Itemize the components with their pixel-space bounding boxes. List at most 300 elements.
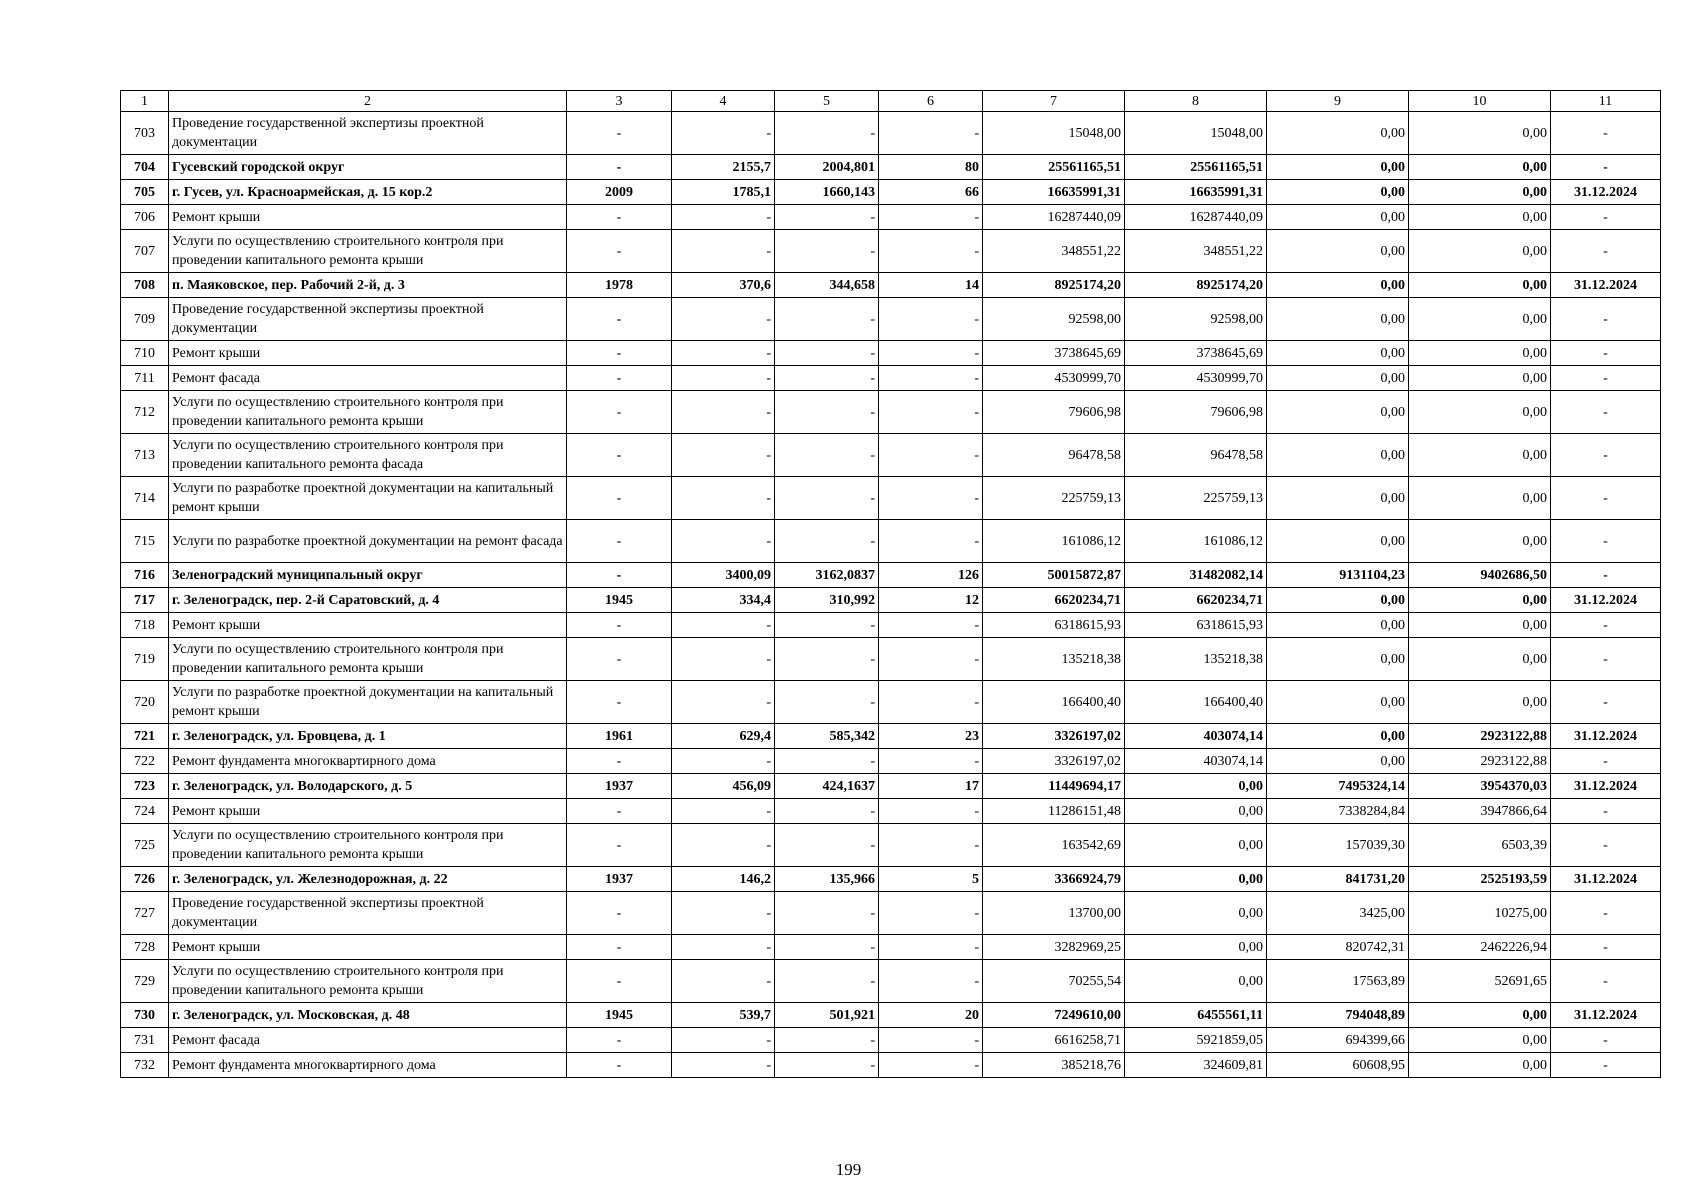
row-number-cell: 732 [121, 1053, 169, 1078]
cost-col8-cell: 92598,00 [1125, 298, 1267, 341]
row-number-cell: 704 [121, 155, 169, 180]
cost-col10-cell: 0,00 [1409, 588, 1551, 613]
area-cell: - [672, 520, 775, 563]
table-row [121, 1028, 1661, 1053]
description-cell: Проведение государственной экспертизы проектной документации [169, 112, 567, 155]
residents-cell: - [879, 366, 983, 391]
cost-col8-cell: 403074,14 [1125, 724, 1267, 749]
cost-col10-cell: 0,00 [1409, 1053, 1551, 1078]
row-number-cell: 711 [121, 366, 169, 391]
row-number-cell: 724 [121, 799, 169, 824]
cost-col8-cell: 96478,58 [1125, 434, 1267, 477]
area-cell: 629,4 [672, 724, 775, 749]
cost-col9-cell: 0,00 [1267, 477, 1409, 520]
living-area-cell: 2004,801 [775, 155, 879, 180]
description-cell: Услуги по разработке проектной документации на капитальный ремонт крыши [169, 477, 567, 520]
year-cell: 1937 [567, 774, 672, 799]
year-cell: - [567, 520, 672, 563]
table-row [121, 799, 1661, 824]
cost-col8-cell: 8925174,20 [1125, 273, 1267, 298]
row-number-cell: 729 [121, 960, 169, 1003]
description-cell: г. Зеленоградск, пер. 2-й Саратовский, д. 4 [169, 588, 567, 613]
total-cost-cell: 385218,76 [983, 1053, 1125, 1078]
area-cell: - [672, 749, 775, 774]
description-cell: г. Зеленоградск, ул. Бровцева, д. 1 [169, 724, 567, 749]
year-cell: - [567, 681, 672, 724]
cost-col9-cell: 0,00 [1267, 724, 1409, 749]
table-row [121, 749, 1661, 774]
row-number-cell: 709 [121, 298, 169, 341]
area-cell: 370,6 [672, 273, 775, 298]
cost-col8-cell: 3738645,69 [1125, 341, 1267, 366]
year-cell: - [567, 749, 672, 774]
cost-col9-cell: 7495324,14 [1267, 774, 1409, 799]
area-cell: - [672, 230, 775, 273]
living-area-cell: - [775, 638, 879, 681]
table-body [121, 91, 1661, 1078]
total-cost-cell: 79606,98 [983, 391, 1125, 434]
header-row [121, 91, 1661, 112]
description-cell: г. Зеленоградск, ул. Московская, д. 48 [169, 1003, 567, 1028]
year-cell: - [567, 205, 672, 230]
cost-col9-cell: 0,00 [1267, 230, 1409, 273]
area-cell: - [672, 799, 775, 824]
year-cell: - [567, 935, 672, 960]
cost-col8-cell: 6455561,11 [1125, 1003, 1267, 1028]
area-cell: 3400,09 [672, 563, 775, 588]
cost-col10-cell: 0,00 [1409, 681, 1551, 724]
total-cost-cell: 166400,40 [983, 681, 1125, 724]
deadline-cell: - [1551, 230, 1661, 273]
row-number-cell: 727 [121, 892, 169, 935]
description-cell: Услуги по разработке проектной документации на капитальный ремонт крыши [169, 681, 567, 724]
description-cell: п. Маяковское, пер. Рабочий 2-й, д. 3 [169, 273, 567, 298]
area-cell: 1785,1 [672, 180, 775, 205]
table-row [121, 960, 1661, 1003]
cost-col8-cell: 79606,98 [1125, 391, 1267, 434]
cost-col10-cell: 0,00 [1409, 434, 1551, 477]
cost-col10-cell: 2923122,88 [1409, 724, 1551, 749]
year-cell: - [567, 638, 672, 681]
deadline-cell: - [1551, 434, 1661, 477]
living-area-cell: - [775, 613, 879, 638]
area-cell: - [672, 434, 775, 477]
cost-col9-cell: 0,00 [1267, 155, 1409, 180]
description-cell: Ремонт крыши [169, 799, 567, 824]
residents-cell: - [879, 205, 983, 230]
cost-col9-cell: 0,00 [1267, 391, 1409, 434]
total-cost-cell: 4530999,70 [983, 366, 1125, 391]
total-cost-cell: 25561165,51 [983, 155, 1125, 180]
deadline-cell: 31.12.2024 [1551, 1003, 1661, 1028]
table-row [121, 638, 1661, 681]
description-cell: Услуги по осуществлению строительного контроля при проведении капитального ремонта крыши [169, 638, 567, 681]
area-cell: - [672, 112, 775, 155]
data-table [120, 90, 1661, 1078]
total-cost-cell: 6318615,93 [983, 613, 1125, 638]
total-cost-cell: 225759,13 [983, 477, 1125, 520]
description-cell: Гусевский городской округ [169, 155, 567, 180]
total-cost-cell: 3326197,02 [983, 749, 1125, 774]
cost-col9-cell: 0,00 [1267, 273, 1409, 298]
year-cell: - [567, 960, 672, 1003]
description-cell: Ремонт фундамента многоквартирного дома [169, 749, 567, 774]
cost-col8-cell: 4530999,70 [1125, 366, 1267, 391]
cost-col9-cell: 9131104,23 [1267, 563, 1409, 588]
cost-col9-cell: 0,00 [1267, 341, 1409, 366]
deadline-cell: - [1551, 638, 1661, 681]
description-cell: Ремонт крыши [169, 205, 567, 230]
deadline-cell: - [1551, 1028, 1661, 1053]
cost-col10-cell: 0,00 [1409, 613, 1551, 638]
cost-col10-cell: 0,00 [1409, 477, 1551, 520]
header-cell: 9 [1267, 91, 1409, 112]
residents-cell: - [879, 935, 983, 960]
deadline-cell: 31.12.2024 [1551, 273, 1661, 298]
total-cost-cell: 6616258,71 [983, 1028, 1125, 1053]
description-cell: Услуги по осуществлению строительного контроля при проведении капитального ремонта крыши [169, 230, 567, 273]
cost-col10-cell: 0,00 [1409, 298, 1551, 341]
description-cell: Ремонт крыши [169, 613, 567, 638]
row-number-cell: 720 [121, 681, 169, 724]
total-cost-cell: 16287440,09 [983, 205, 1125, 230]
cost-col9-cell: 0,00 [1267, 749, 1409, 774]
living-area-cell: 135,966 [775, 867, 879, 892]
residents-cell: - [879, 799, 983, 824]
cost-col9-cell: 0,00 [1267, 366, 1409, 391]
residents-cell: - [879, 681, 983, 724]
cost-col9-cell: 157039,30 [1267, 824, 1409, 867]
living-area-cell: - [775, 824, 879, 867]
table-row [121, 520, 1661, 563]
deadline-cell: - [1551, 341, 1661, 366]
residents-cell: - [879, 1053, 983, 1078]
deadline-cell: 31.12.2024 [1551, 867, 1661, 892]
cost-col9-cell: 0,00 [1267, 613, 1409, 638]
cost-col9-cell: 7338284,84 [1267, 799, 1409, 824]
area-cell: 334,4 [672, 588, 775, 613]
table-row [121, 563, 1661, 588]
cost-col9-cell: 0,00 [1267, 298, 1409, 341]
living-area-cell: 1660,143 [775, 180, 879, 205]
cost-col9-cell: 694399,66 [1267, 1028, 1409, 1053]
total-cost-cell: 163542,69 [983, 824, 1125, 867]
year-cell: 1945 [567, 1003, 672, 1028]
table-row [121, 366, 1661, 391]
year-cell: - [567, 341, 672, 366]
description-cell: Услуги по осуществлению строительного контроля при проведении капитального ремонта крыши [169, 824, 567, 867]
cost-col10-cell: 6503,39 [1409, 824, 1551, 867]
table-row [121, 434, 1661, 477]
total-cost-cell: 348551,22 [983, 230, 1125, 273]
living-area-cell: 310,992 [775, 588, 879, 613]
year-cell: 1961 [567, 724, 672, 749]
table-row [121, 112, 1661, 155]
deadline-cell: - [1551, 477, 1661, 520]
cost-col8-cell: 15048,00 [1125, 112, 1267, 155]
total-cost-cell: 8925174,20 [983, 273, 1125, 298]
cost-col10-cell: 0,00 [1409, 341, 1551, 366]
table-row [121, 867, 1661, 892]
cost-col9-cell: 0,00 [1267, 205, 1409, 230]
description-cell: Зеленоградский муниципальный округ [169, 563, 567, 588]
deadline-cell: - [1551, 563, 1661, 588]
total-cost-cell: 3326197,02 [983, 724, 1125, 749]
area-cell: - [672, 613, 775, 638]
cost-col8-cell: 16287440,09 [1125, 205, 1267, 230]
total-cost-cell: 6620234,71 [983, 588, 1125, 613]
total-cost-cell: 11449694,17 [983, 774, 1125, 799]
residents-cell: 14 [879, 273, 983, 298]
cost-col9-cell: 841731,20 [1267, 867, 1409, 892]
cost-col8-cell: 31482082,14 [1125, 563, 1267, 588]
cost-col8-cell: 6620234,71 [1125, 588, 1267, 613]
deadline-cell: - [1551, 681, 1661, 724]
row-number-cell: 717 [121, 588, 169, 613]
description-cell: г. Зеленоградск, ул. Железнодорожная, д. 22 [169, 867, 567, 892]
description-cell: Услуги по разработке проектной документации на ремонт фасада [169, 520, 567, 563]
row-number-cell: 707 [121, 230, 169, 273]
year-cell: - [567, 434, 672, 477]
table-row [121, 824, 1661, 867]
area-cell: - [672, 1028, 775, 1053]
living-area-cell: - [775, 681, 879, 724]
cost-col8-cell: 225759,13 [1125, 477, 1267, 520]
row-number-cell: 723 [121, 774, 169, 799]
description-cell: Ремонт крыши [169, 341, 567, 366]
living-area-cell: 501,921 [775, 1003, 879, 1028]
table-row [121, 155, 1661, 180]
header-cell: 3 [567, 91, 672, 112]
residents-cell: - [879, 749, 983, 774]
table-row [121, 681, 1661, 724]
total-cost-cell: 50015872,87 [983, 563, 1125, 588]
row-number-cell: 718 [121, 613, 169, 638]
residents-cell: - [879, 341, 983, 366]
year-cell: - [567, 366, 672, 391]
cost-col10-cell: 3954370,03 [1409, 774, 1551, 799]
total-cost-cell: 15048,00 [983, 112, 1125, 155]
deadline-cell: - [1551, 1053, 1661, 1078]
cost-col10-cell: 0,00 [1409, 273, 1551, 298]
row-number-cell: 731 [121, 1028, 169, 1053]
total-cost-cell: 16635991,31 [983, 180, 1125, 205]
residents-cell: 80 [879, 155, 983, 180]
area-cell: - [672, 477, 775, 520]
cost-col9-cell: 3425,00 [1267, 892, 1409, 935]
header-cell: 10 [1409, 91, 1551, 112]
living-area-cell: - [775, 892, 879, 935]
total-cost-cell: 135218,38 [983, 638, 1125, 681]
cost-col10-cell: 0,00 [1409, 112, 1551, 155]
header-cell: 7 [983, 91, 1125, 112]
cost-col10-cell: 2923122,88 [1409, 749, 1551, 774]
deadline-cell: - [1551, 298, 1661, 341]
year-cell: - [567, 613, 672, 638]
deadline-cell: - [1551, 112, 1661, 155]
row-number-cell: 710 [121, 341, 169, 366]
header-cell: 1 [121, 91, 169, 112]
deadline-cell: 31.12.2024 [1551, 588, 1661, 613]
deadline-cell: - [1551, 613, 1661, 638]
cost-col10-cell: 0,00 [1409, 205, 1551, 230]
cost-col8-cell: 135218,38 [1125, 638, 1267, 681]
residents-cell: 20 [879, 1003, 983, 1028]
cost-col10-cell: 9402686,50 [1409, 563, 1551, 588]
living-area-cell: - [775, 230, 879, 273]
residents-cell: - [879, 230, 983, 273]
table-row [121, 774, 1661, 799]
description-cell: г. Гусев, ул. Красноармейская, д. 15 кор.2 [169, 180, 567, 205]
header-cell: 2 [169, 91, 567, 112]
table-row [121, 892, 1661, 935]
total-cost-cell: 3282969,25 [983, 935, 1125, 960]
cost-col8-cell: 6318615,93 [1125, 613, 1267, 638]
cost-col10-cell: 0,00 [1409, 1003, 1551, 1028]
residents-cell: - [879, 298, 983, 341]
year-cell: - [567, 892, 672, 935]
table-row [121, 230, 1661, 273]
description-cell: Ремонт фасада [169, 1028, 567, 1053]
living-area-cell: - [775, 391, 879, 434]
cost-col9-cell: 0,00 [1267, 434, 1409, 477]
deadline-cell: - [1551, 935, 1661, 960]
cost-col10-cell: 3947866,64 [1409, 799, 1551, 824]
cost-col10-cell: 0,00 [1409, 391, 1551, 434]
cost-col10-cell: 2525193,59 [1409, 867, 1551, 892]
table-row [121, 180, 1661, 205]
cost-col9-cell: 0,00 [1267, 588, 1409, 613]
living-area-cell: - [775, 477, 879, 520]
cost-col9-cell: 0,00 [1267, 638, 1409, 681]
deadline-cell: - [1551, 960, 1661, 1003]
residents-cell: - [879, 960, 983, 1003]
total-cost-cell: 3738645,69 [983, 341, 1125, 366]
row-number-cell: 716 [121, 563, 169, 588]
description-cell: г. Зеленоградск, ул. Володарского, д. 5 [169, 774, 567, 799]
row-number-cell: 708 [121, 273, 169, 298]
header-cell: 4 [672, 91, 775, 112]
residents-cell: - [879, 824, 983, 867]
residents-cell: 23 [879, 724, 983, 749]
table-row [121, 391, 1661, 434]
cost-col8-cell: 16635991,31 [1125, 180, 1267, 205]
year-cell: - [567, 1053, 672, 1078]
area-cell: - [672, 824, 775, 867]
living-area-cell: 344,658 [775, 273, 879, 298]
area-cell: - [672, 391, 775, 434]
cost-col8-cell: 0,00 [1125, 799, 1267, 824]
year-cell: - [567, 112, 672, 155]
residents-cell: 12 [879, 588, 983, 613]
cost-col8-cell: 348551,22 [1125, 230, 1267, 273]
living-area-cell: 424,1637 [775, 774, 879, 799]
area-cell: - [672, 341, 775, 366]
page-number: 199 [835, 1160, 862, 1179]
area-cell: - [672, 960, 775, 1003]
cost-col10-cell: 0,00 [1409, 230, 1551, 273]
cost-col8-cell: 25561165,51 [1125, 155, 1267, 180]
cost-col10-cell: 0,00 [1409, 366, 1551, 391]
cost-col8-cell: 166400,40 [1125, 681, 1267, 724]
residents-cell: - [879, 638, 983, 681]
row-number-cell: 703 [121, 112, 169, 155]
deadline-cell: - [1551, 892, 1661, 935]
description-cell: Проведение государственной экспертизы проектной документации [169, 298, 567, 341]
deadline-cell: - [1551, 824, 1661, 867]
cost-col9-cell: 60608,95 [1267, 1053, 1409, 1078]
cost-col8-cell: 0,00 [1125, 774, 1267, 799]
total-cost-cell: 13700,00 [983, 892, 1125, 935]
cost-col10-cell: 52691,65 [1409, 960, 1551, 1003]
deadline-cell: 31.12.2024 [1551, 774, 1661, 799]
cost-col9-cell: 794048,89 [1267, 1003, 1409, 1028]
living-area-cell: - [775, 799, 879, 824]
living-area-cell: 3162,0837 [775, 563, 879, 588]
row-number-cell: 728 [121, 935, 169, 960]
table-row [121, 588, 1661, 613]
area-cell: 456,09 [672, 774, 775, 799]
residents-cell: - [879, 112, 983, 155]
residents-cell: - [879, 477, 983, 520]
cost-col9-cell: 0,00 [1267, 681, 1409, 724]
area-cell: - [672, 298, 775, 341]
residents-cell: 5 [879, 867, 983, 892]
living-area-cell: 585,342 [775, 724, 879, 749]
header-cell: 8 [1125, 91, 1267, 112]
residents-cell: - [879, 520, 983, 563]
area-cell: - [672, 935, 775, 960]
year-cell: 2009 [567, 180, 672, 205]
total-cost-cell: 3366924,79 [983, 867, 1125, 892]
table-row [121, 298, 1661, 341]
cost-col10-cell: 0,00 [1409, 180, 1551, 205]
cost-col8-cell: 0,00 [1125, 892, 1267, 935]
description-cell: Ремонт крыши [169, 935, 567, 960]
row-number-cell: 722 [121, 749, 169, 774]
living-area-cell: - [775, 749, 879, 774]
year-cell: - [567, 1028, 672, 1053]
cost-col8-cell: 161086,12 [1125, 520, 1267, 563]
cost-col8-cell: 0,00 [1125, 960, 1267, 1003]
cost-col9-cell: 17563,89 [1267, 960, 1409, 1003]
description-cell: Проведение государственной экспертизы проектной документации [169, 892, 567, 935]
cost-col8-cell: 324609,81 [1125, 1053, 1267, 1078]
deadline-cell: 31.12.2024 [1551, 180, 1661, 205]
row-number-cell: 705 [121, 180, 169, 205]
living-area-cell: - [775, 960, 879, 1003]
description-cell: Услуги по осуществлению строительного контроля при проведении капитального ремонта крыши [169, 960, 567, 1003]
year-cell: - [567, 563, 672, 588]
table-row [121, 613, 1661, 638]
year-cell: - [567, 477, 672, 520]
living-area-cell: - [775, 112, 879, 155]
table-row [121, 1053, 1661, 1078]
year-cell: 1937 [567, 867, 672, 892]
living-area-cell: - [775, 1028, 879, 1053]
row-number-cell: 713 [121, 434, 169, 477]
cost-col8-cell: 0,00 [1125, 867, 1267, 892]
cost-col8-cell: 5921859,05 [1125, 1028, 1267, 1053]
residents-cell: - [879, 391, 983, 434]
residents-cell: 66 [879, 180, 983, 205]
living-area-cell: - [775, 935, 879, 960]
deadline-cell: - [1551, 205, 1661, 230]
row-number-cell: 725 [121, 824, 169, 867]
header-cell: 6 [879, 91, 983, 112]
table-row [121, 205, 1661, 230]
area-cell: - [672, 638, 775, 681]
